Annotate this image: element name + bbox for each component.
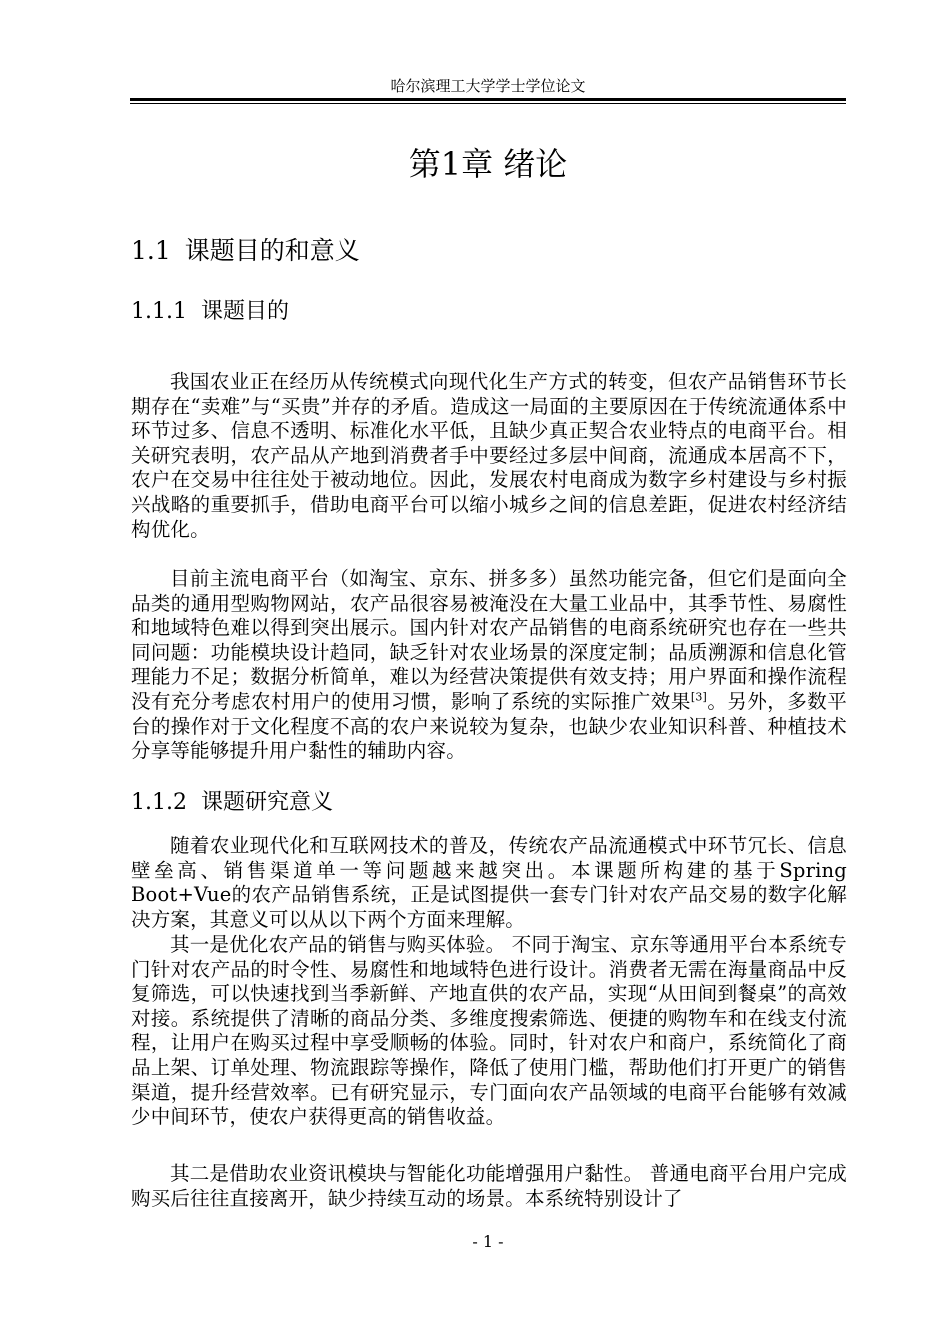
chapter-title: 第1章 绪论 (408, 145, 568, 183)
paragraph-text: 。另外，多数平台的操作对于文化程度不高的农户来说较为复杂，也缺少农业知识科普、种植技术分享等能够提升用户黏性的辅助内容。 (131, 689, 847, 763)
paragraph-text: 目前主流电商平台（如淘宝、京东、拼多多）虽然功能完备，但它们是面向全品类的通用型购物网站，农产品很容易被淹没在大量工业品中，其季节性、易腐性和地域特色难以得到突出展示。国内针对农产品销售的电商系统研究也存在一些共同问题：功能模块设计趋同，缺乏针对农业场景的深度定制；品质溯源和信息化管理能力不足；数据分析简单，难以为经营决策提供有效支持；用户界面和操作流程没有充分考虑农村用户的使用习惯，影响了系统的实际推广效果 (131, 567, 847, 713)
subsection-heading-1-1-2 (131, 787, 333, 819)
subsection-title: 课题目的 (200, 299, 289, 324)
paragraph-with-citation (131, 567, 847, 764)
subsection-title: 课题研究意义 (200, 790, 333, 815)
section-number: 1.1 (131, 236, 171, 265)
subsection-number: 1.1.2 (131, 790, 187, 815)
section-heading-1-1 (131, 233, 360, 269)
citation-marker: [3] (690, 690, 708, 704)
paragraph: 其二是借助农业资讯模块与智能化功能增强用户黏性。 普通电商平台用户完成购买后往往直接离开，缺少持续互动的场景。本系统特别设计了 (131, 1162, 847, 1210)
section-title: 课题目的和意义 (184, 236, 360, 265)
header-rule-thin (130, 103, 846, 104)
subsection-number: 1.1.1 (131, 299, 187, 324)
paragraph: 我国农业正在经历从传统模式向现代化生产方式的转变，但农产品销售环节长期存在“卖难”与“买贵”并存的矛盾。造成这一局面的主要原因在于传统流通体系中环节过多、信息不透明、标准化水平低，且缺少真正契合农业特点的电商平台。相关研究表明，农产品从产地到消费者手中要经过多层中间商，流通成本居高不下，农户在交易中往往处于被动地位。因此，发展农村电商成为数字乡村建设与乡村振兴战略的重要抓手，借助电商平台可以缩小城乡之间的信息差距，促进农村经济结构优化。 (131, 370, 847, 541)
running-header: 哈尔滨理工大学学士学位论文 (390, 77, 586, 95)
header-rule-thick (130, 98, 846, 101)
paragraph: 其一是优化农产品的销售与购买体验。 不同于淘宝、京东等通用平台本系统专门针对农产品的时令性、易腐性和地域特色进行设计。消费者无需在海量商品中反复筛选，可以快速找到当季新鲜、产地直供的农产品，实现“从田间到餐桌”的高效对接。系统提供了清晰的商品分类、多维度搜索筛选、便捷的购物车和在线支付流程，让用户在购买过程中享受顺畅的体验。同时，针对农户和商户，系统简化了商品上架、订单处理、物流跟踪等操作，降低了使用门槛，帮助他们打开更广的销售渠道，提升经营效率。已有研究显示，专门面向农产品领域的电商平台能够有效减少中间环节，使农户获得更高的销售收益。 (131, 933, 847, 1129)
subsection-heading-1-1-1 (131, 296, 289, 328)
paragraph: 随着农业现代化和互联网技术的普及，传统农产品流通模式中环节冗长、信息壁垒高、销售渠道单一等问题越来越突出。本课题所构建的基于Spring Boot+Vue的农产品销售系统，正是试图提供一套专门针对农产品交易的数字化解决方案，其意义可以从以下两个方面来理解。 (131, 834, 847, 931)
page-number: - 1 - (472, 1232, 504, 1251)
